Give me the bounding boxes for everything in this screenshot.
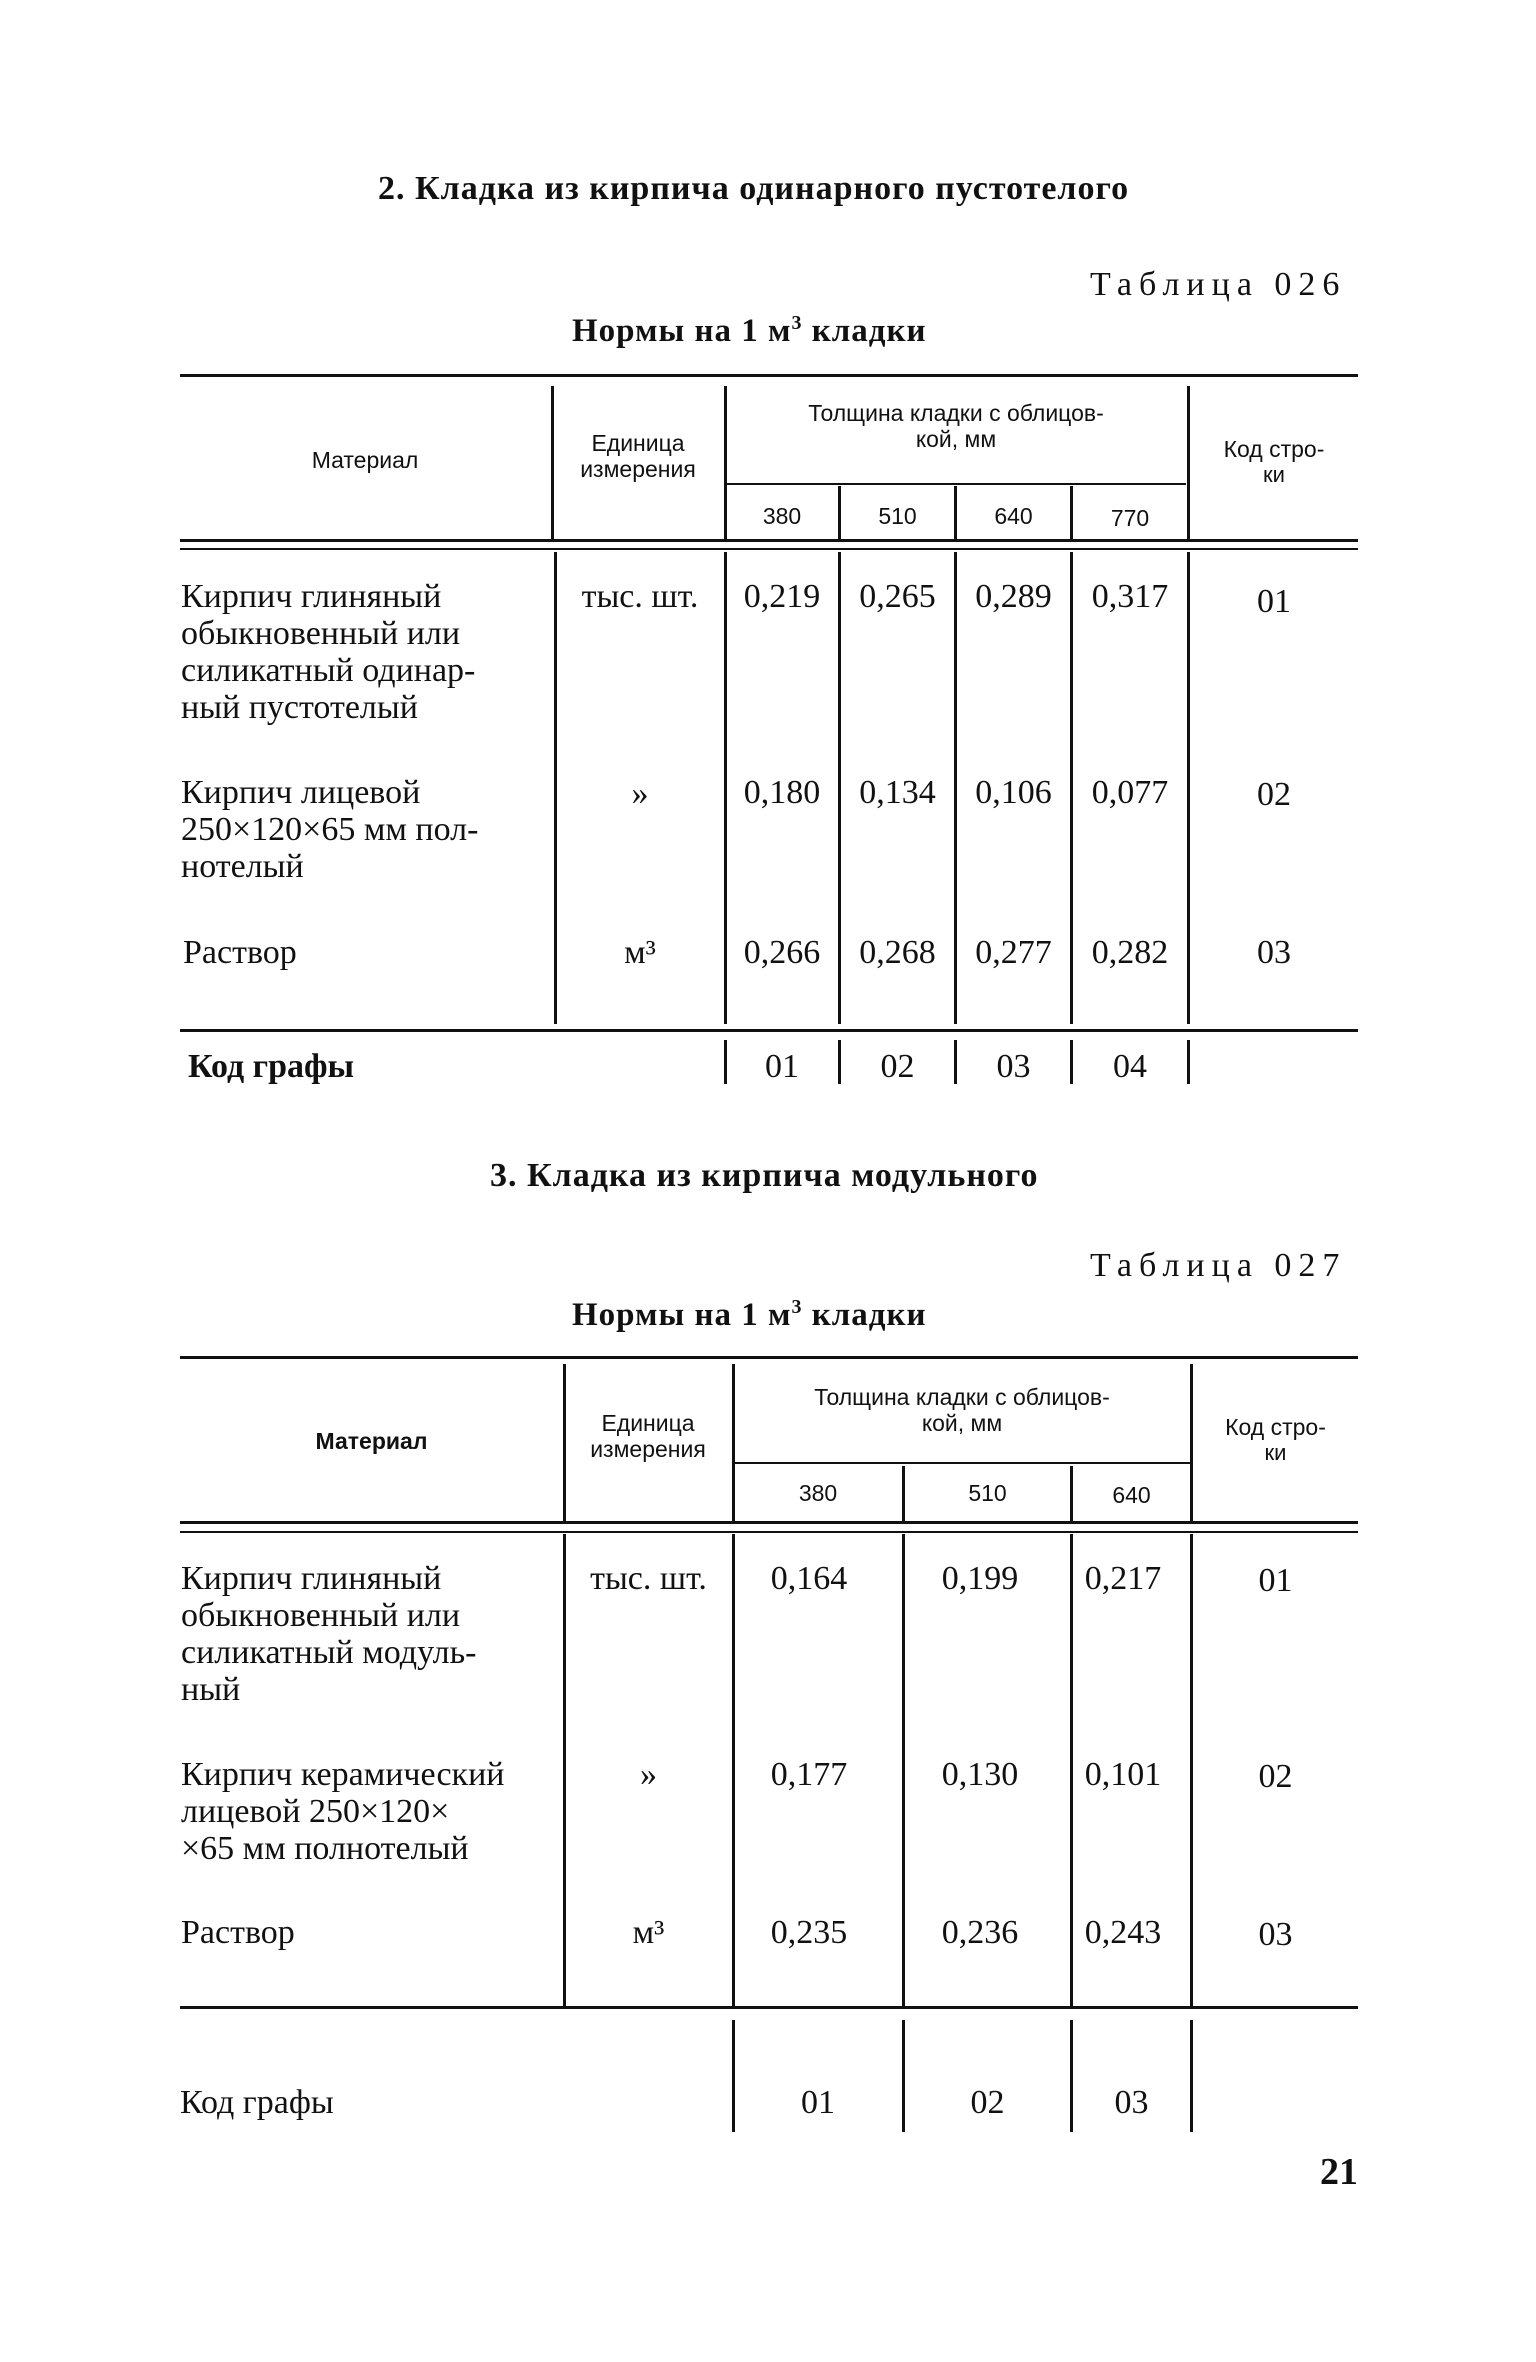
table-cell: 0,177 (770, 1756, 848, 1793)
table-cell: 0,268 (859, 934, 936, 971)
table-row-material: Раствор (181, 1914, 295, 1951)
footer-label: Код графы (188, 1048, 355, 1085)
table-row-material: Кирпич глиняный обыкновенный или силикатный модуль- ный (181, 1560, 477, 1708)
table-cell-code: 02 (1258, 1758, 1293, 1795)
table-cell: 0,266 (743, 934, 821, 971)
table-cell: 0,217 (1084, 1560, 1162, 1597)
table-cell-code: 03 (1257, 934, 1291, 971)
table-cell: 0,243 (1084, 1914, 1162, 1951)
table-cell: 0,134 (859, 774, 936, 811)
table-cell-unit: тыс. шт. (590, 1560, 707, 1597)
table-cell-code: 01 (1258, 1562, 1293, 1599)
footer-label: Код графы (180, 2084, 334, 2121)
table-cell: 0,106 (975, 774, 1052, 811)
table-cell-unit: » (640, 1756, 657, 1793)
table-cell: 0,236 (941, 1914, 1019, 1951)
header-material: Материал (311, 447, 419, 473)
table-cell: 0,199 (941, 1560, 1019, 1597)
header-col-770: 770 (1110, 505, 1150, 531)
header-row-code: Код стро- ки (1223, 436, 1325, 487)
table-cell-code: 03 (1258, 1916, 1293, 1953)
page-number: 21 (1320, 2151, 1358, 2193)
header-unit: Единица измерения (580, 430, 696, 482)
table-row-material: Кирпич лицевой 250×120×65 мм пол- нотелый (181, 774, 479, 885)
table-cell: 0,077 (1091, 774, 1169, 811)
header-col-510: 510 (878, 503, 917, 529)
footer-code: 04 (1113, 1048, 1147, 1085)
footer-code: 02 (970, 2084, 1005, 2121)
table-026-norms-caption: Нормы на 1 $м^3$ кладки (572, 312, 927, 349)
footer-code: 02 (880, 1048, 915, 1085)
footer-code: 03 (996, 1048, 1031, 1085)
section-3-title: 3. Кладка из кирпича модульного (490, 1157, 1039, 1194)
table-cell: 0,277 (975, 934, 1052, 971)
footer-code: 03 (1114, 2084, 1149, 2121)
table-cell-unit: » (631, 775, 649, 812)
header-col-640: 640 (1112, 1482, 1151, 1508)
header-col-380: 380 (798, 1480, 838, 1506)
table-026-number: Таблица 026 (1090, 266, 1347, 303)
table-row-material: Раствор (183, 934, 297, 971)
table-cell: 0,289 (975, 578, 1052, 615)
footer-code: 01 (765, 1048, 799, 1085)
header-thickness: Толщина кладки с облицов- кой, мм (808, 400, 1104, 452)
footer-code: 01 (801, 2084, 835, 2121)
header-col-380: 380 (762, 503, 802, 529)
table-cell: 0,265 (859, 578, 936, 615)
header-row-code: Код стро- ки (1225, 1414, 1326, 1465)
table-027-number: Таблица 027 (1090, 1247, 1347, 1284)
table-cell-unit: тыс. шт. (581, 578, 699, 615)
table-row-material: Кирпич глиняный обыкновенный или силикатный одинар- ный пустотелый (181, 578, 476, 726)
table-cell: 0,219 (743, 578, 821, 615)
table-cell-unit: м³ (624, 934, 656, 971)
table-cell: 0,180 (743, 774, 821, 811)
section-2-title: 2. Кладка из кирпича одинарного пустотелого (378, 170, 1130, 207)
table-row-material: Кирпич керамический лицевой 250×120× ×65 мм полнотелый (181, 1756, 505, 1867)
table-cell-code: 02 (1257, 776, 1291, 813)
table-cell: 0,235 (770, 1914, 848, 1951)
header-unit: Единица измерения (590, 1410, 706, 1462)
table-cell-code: 01 (1257, 583, 1291, 620)
table-cell: 0,282 (1091, 934, 1169, 971)
header-material: Материал (315, 1428, 428, 1454)
table-cell: 0,101 (1084, 1756, 1162, 1793)
table-cell-unit: м³ (632, 1914, 665, 1951)
header-col-640: 640 (994, 503, 1033, 529)
table-cell: 0,317 (1091, 578, 1169, 615)
header-col-510: 510 (968, 1480, 1007, 1506)
table-027-norms-caption: Нормы на 1 $м^3$ кладки (572, 1296, 927, 1333)
table-cell: 0,164 (770, 1560, 848, 1597)
header-thickness: Толщина кладки с облицов- кой, мм (814, 1384, 1110, 1436)
table-cell: 0,130 (941, 1756, 1019, 1793)
